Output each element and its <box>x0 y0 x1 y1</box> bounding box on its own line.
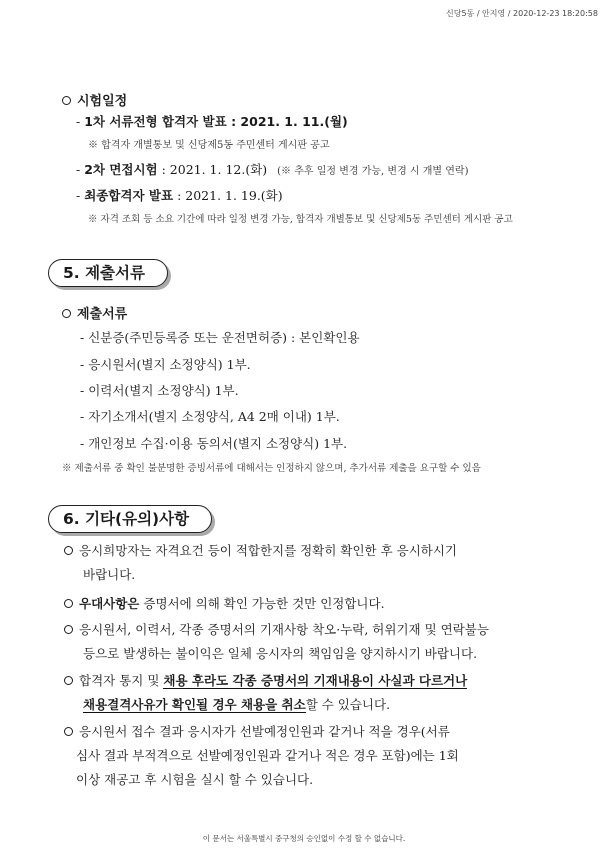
notice-2-rest: 증명서에 의해 확인 가능한 것만 인정합니다. <box>139 596 385 611</box>
notice-3-line2: 등으로 발생하는 불이익은 일체 응시자의 책임임을 양지하시기 바랍니다. <box>83 646 478 661</box>
document-item: - 자기소개서(별지 소정양식, A4 2매 이내) 1부. <box>80 409 340 424</box>
final-date: : 2021. 1. 19.(화) <box>173 188 283 203</box>
circle-bullet-icon <box>64 599 73 608</box>
second-round-date: : 2021. 1. 12.(화) <box>157 162 268 177</box>
circle-bullet-icon <box>64 546 73 555</box>
notice-4-bold1: 채용 후라도 각종 증명서의 기재내용이 사실과 다르거나 <box>163 673 468 688</box>
notice-1-line1: 응시희망자는 자격요건 등이 적합한지를 정확히 확인한 후 응시하시기 <box>79 543 457 558</box>
circle-bullet-icon <box>62 309 71 318</box>
notice-5-line1: 응시원서 접수 결과 응시자가 선발예정인원과 같거나 적을 경우(서류 <box>79 724 450 739</box>
schedule-first-line <box>76 112 348 130</box>
notice-2 <box>64 592 385 616</box>
documents-heading-text: 제출서류 <box>77 307 128 322</box>
circle-bullet-icon <box>62 96 71 105</box>
first-round-note: ※ 합격자 개별통보 및 신당제5동 주민센터 게시판 공고 <box>88 140 330 151</box>
final-note: ※ 자격 조회 등 소요 기간에 따라 일정 변경 가능, 합격자 개별통보 및 신당제5동 주민센터 게시판 공고 <box>88 214 513 225</box>
document-item: - 신분증(주민등록증 또는 운전면허증) : 본인확인용 <box>80 330 360 345</box>
schedule-final-line <box>76 186 283 204</box>
document-item: - 개인정보 수집·이용 동의서(별지 소정양식) 1부. <box>80 436 348 451</box>
schedule-heading <box>62 90 127 109</box>
schedule-heading-text: 시험일정 <box>77 94 128 109</box>
section6-title: 6. 기타(유의)사항 <box>48 505 212 533</box>
final-label: 최종합격자 발표 <box>84 188 174 203</box>
footer-notice: 이 문서는 서울특별시 중구청의 승인없이 수정 할 수 없습니다. <box>202 834 406 843</box>
notice-4 <box>64 669 467 717</box>
notice-5-line3: 이상 재공고 후 시험을 실시 할 수 있습니다. <box>76 772 314 787</box>
first-round-date: : 2021. 1. 11.(월) <box>226 114 348 129</box>
second-round-label: 2차 면접시험 <box>84 162 158 177</box>
notice-4-pre: 합격자 통지 및 <box>79 673 164 688</box>
notice-4-rest: 할 수 있습니다. <box>305 697 391 712</box>
first-round-label: 1차 서류전형 합격자 발표 <box>84 114 227 129</box>
notice-5-line2: 심사 결과 부적격으로 선발예정인원과 같거나 적은 경우 포함)에는 1회 <box>76 748 459 763</box>
documents-note: ※ 제출서류 중 확인 불분명한 증빙서류에 대해서는 인정하지 않으며, 추가서류 제출을 요구할 수 있음 <box>62 463 481 474</box>
dash: - <box>76 114 85 129</box>
document-item: - 응시원서(별지 소정양식) 1부. <box>80 357 251 372</box>
dash: - <box>76 162 85 177</box>
second-round-note: (※ 추후 일정 변경 가능, 변경 시 개별 연락) <box>277 166 469 177</box>
dash: - <box>76 188 85 203</box>
document-item: - 이력서(별지 소정양식) 1부. <box>80 383 239 398</box>
schedule-second-line <box>76 160 468 178</box>
section5-title: 5. 제출서류 <box>48 259 168 287</box>
document-stamp: 신당5동 / 안지영 / 2020-12-23 18:20:58 <box>446 9 598 18</box>
notice-2-bold: 우대사항은 <box>79 596 140 611</box>
notice-1 <box>64 539 457 587</box>
circle-bullet-icon <box>64 625 73 634</box>
notice-5 <box>64 720 459 792</box>
documents-heading <box>62 303 127 322</box>
notice-1-line2: 바랍니다. <box>83 567 136 582</box>
notice-3-line1: 응시원서, 이력서, 각종 증명서의 기재사항 착오·누락, 허위기재 및 연락불능 <box>79 622 489 637</box>
notice-3 <box>64 618 489 666</box>
circle-bullet-icon <box>64 727 73 736</box>
circle-bullet-icon <box>64 676 73 685</box>
notice-4-bold2: 채용결격사유가 확인될 경우 채용을 취소 <box>83 697 306 712</box>
